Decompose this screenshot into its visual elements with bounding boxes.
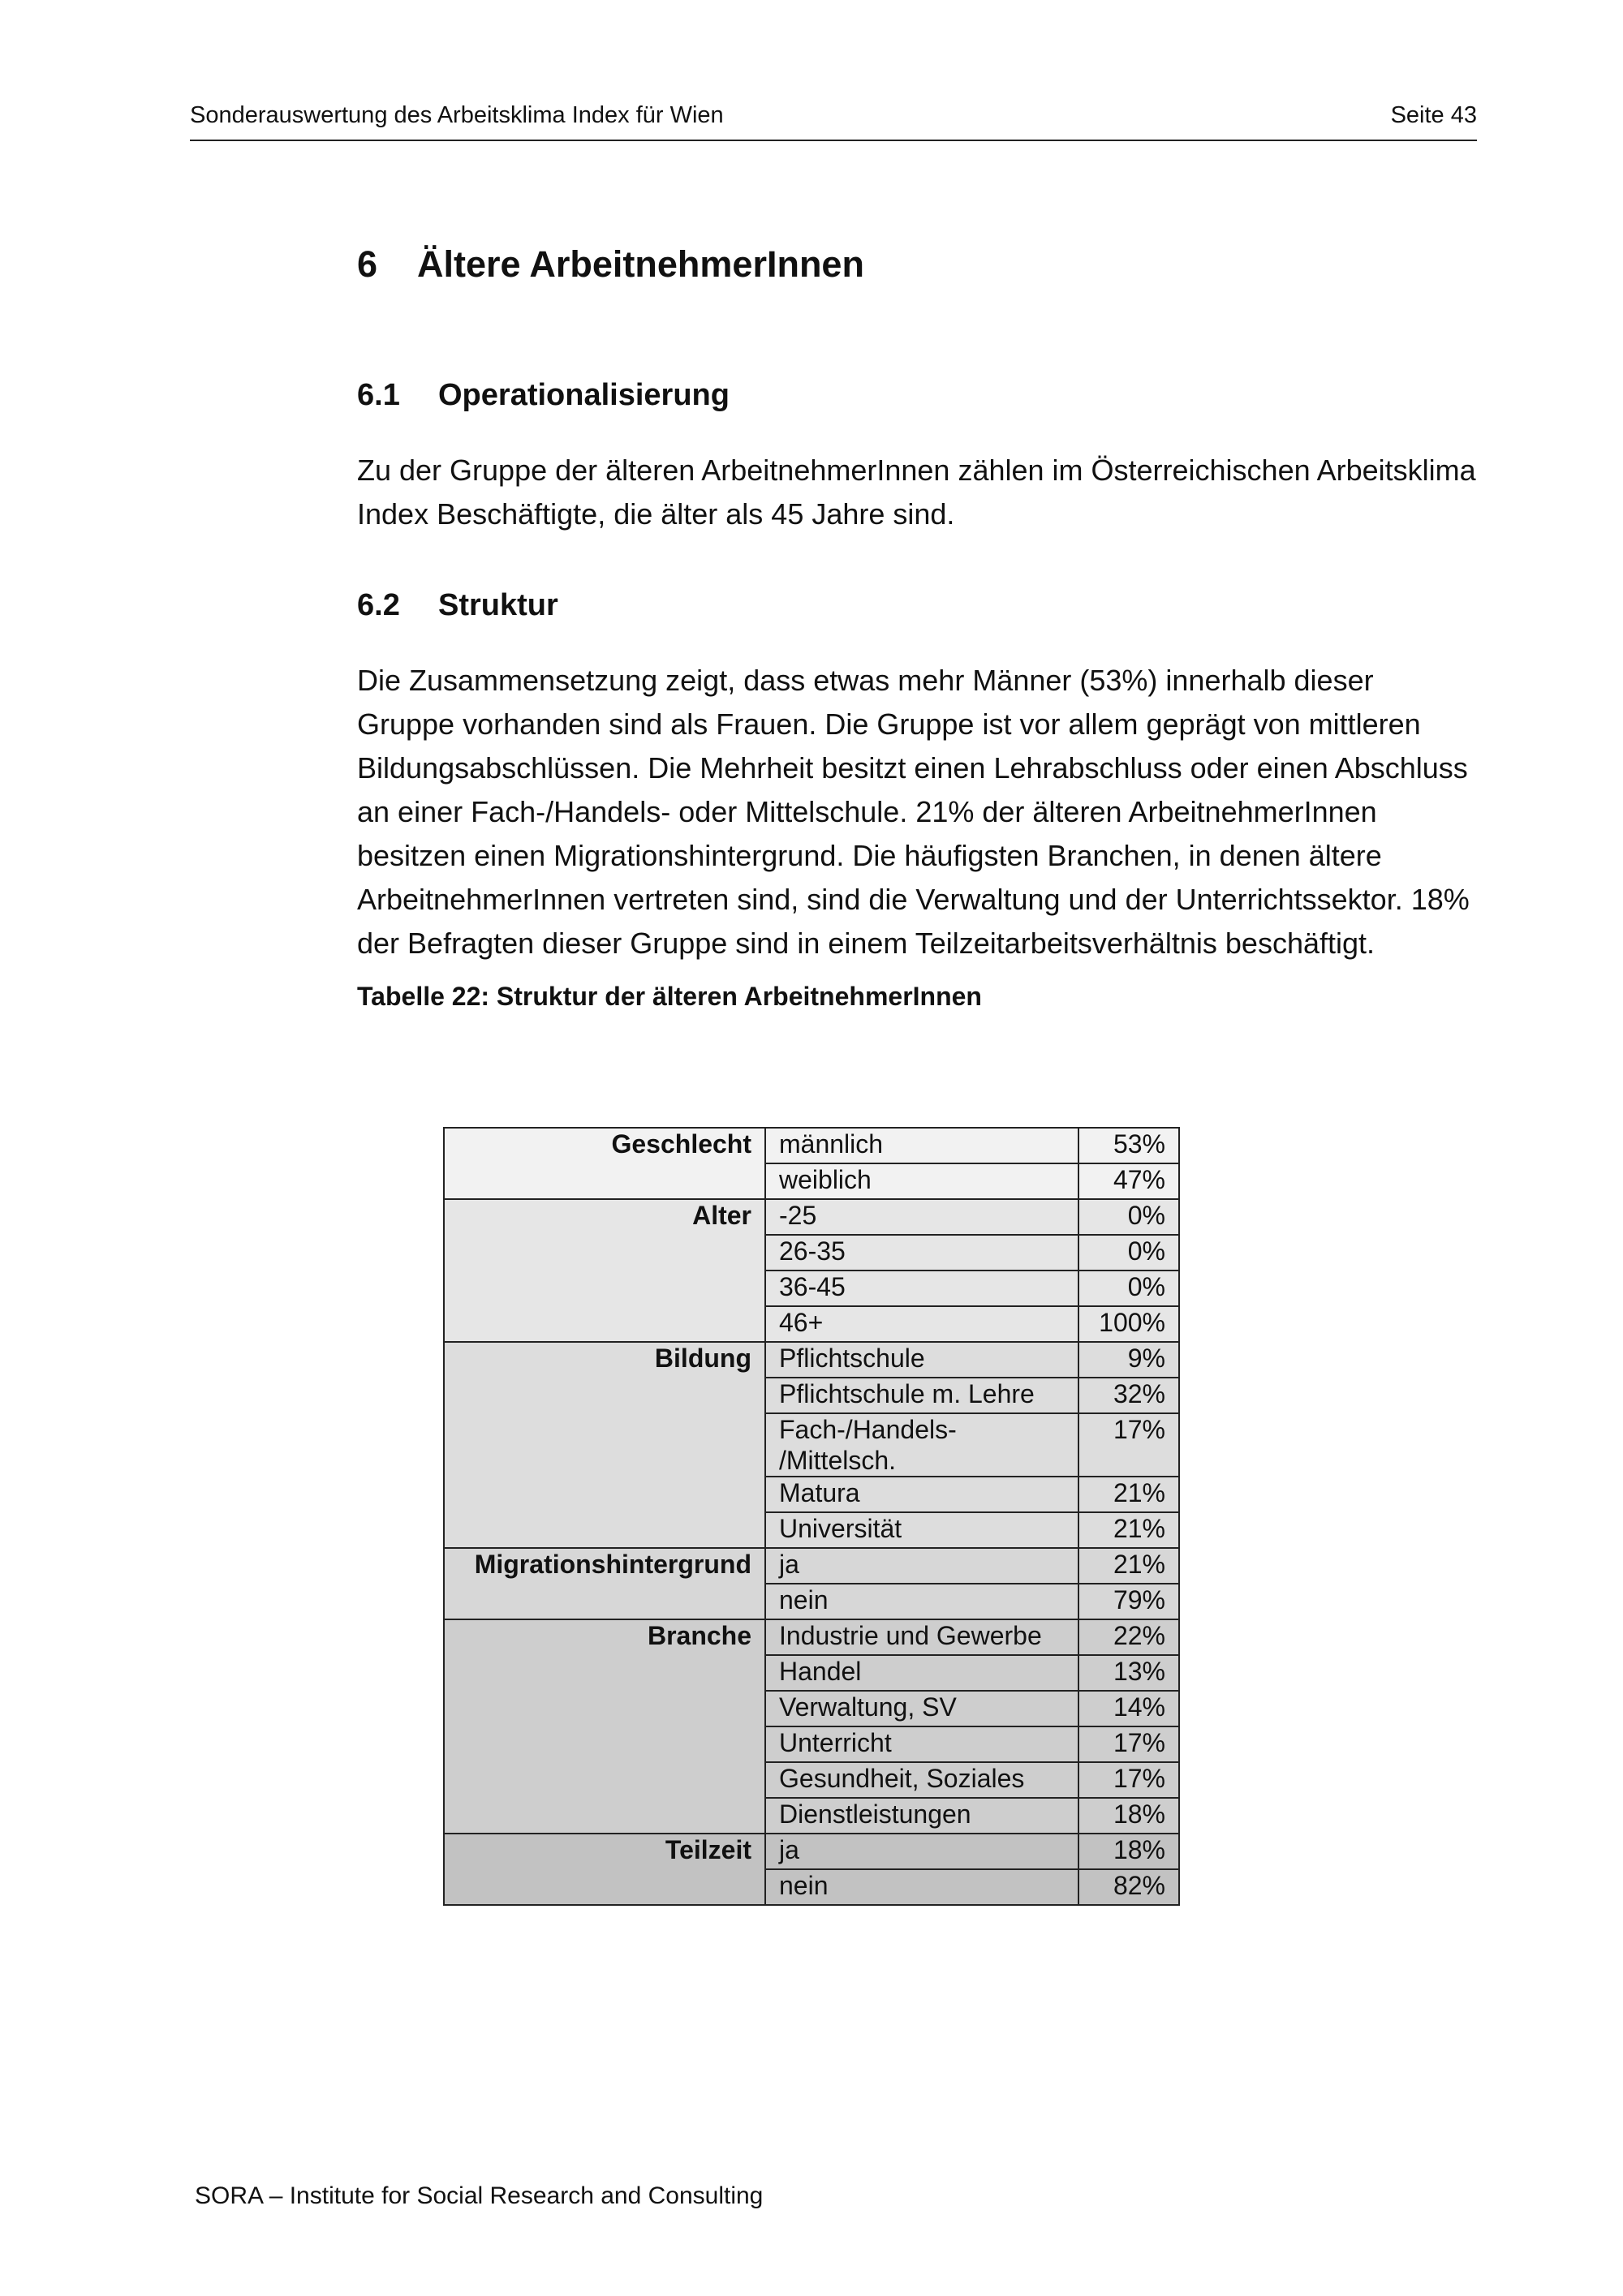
group-label: Alter — [444, 1199, 765, 1342]
section-heading-operationalisierung — [357, 378, 1477, 413]
page-number: Seite 43 — [1390, 102, 1477, 128]
table-row — [444, 1619, 1179, 1655]
category-cell: Handel — [765, 1655, 1078, 1691]
category-cell: 46+ — [765, 1306, 1078, 1342]
paragraph-struktur: Die Zusammensetzung zeigt, dass etwas mehr Männer (53%) innerhalb dieser Gruppe vorhanden sind als Frauen. Die Gruppe ist vor allem geprägt von mittleren Bildungsabschlüssen. Die Mehrheit besitzt einen Lehrabschluss oder einen Abschluss an einer Fach-/Handels- oder Mittelschule. 21% der älteren ArbeitnehmerInnen besitzen einen Migrationshintergrund. Die häufigsten Branchen, in denen ältere ArbeitnehmerInnen vertreten sind, sind die Verwaltung und der Unterrichtssektor. 18% der Befragten dieser Gruppe sind in einem Teilzeitarbeitsverhältnis beschäftigt. — [357, 664, 1470, 960]
value-cell: 32% — [1078, 1378, 1179, 1413]
main-content — [357, 243, 1477, 1012]
value-cell: 21% — [1078, 1477, 1179, 1512]
value-cell: 21% — [1078, 1548, 1179, 1584]
section-title: Struktur — [438, 588, 558, 622]
group-label: Branche — [444, 1619, 765, 1834]
chapter-title: Ältere ArbeitnehmerInnen — [417, 243, 864, 285]
table-caption: Tabelle 22: Struktur der älteren ArbeitnehmerInnen — [357, 982, 982, 1011]
category-cell: Matura — [765, 1477, 1078, 1512]
value-cell: 17% — [1078, 1413, 1179, 1477]
value-cell: 0% — [1078, 1271, 1179, 1306]
value-cell: 9% — [1078, 1342, 1179, 1378]
value-cell: 17% — [1078, 1726, 1179, 1762]
table-body — [444, 1128, 1179, 1905]
structure-table — [443, 1127, 1180, 1906]
value-cell: 22% — [1078, 1619, 1179, 1655]
value-cell: 0% — [1078, 1235, 1179, 1271]
section-number: 6.2 — [357, 588, 400, 622]
section-number: 6.1 — [357, 378, 400, 412]
table-row — [444, 1342, 1179, 1378]
category-cell: Dienstleistungen — [765, 1798, 1078, 1834]
category-cell: -25 — [765, 1199, 1078, 1235]
value-cell: 18% — [1078, 1834, 1179, 1869]
value-cell: 17% — [1078, 1762, 1179, 1798]
group-label: Geschlecht — [444, 1128, 765, 1199]
category-cell: nein — [765, 1869, 1078, 1905]
category-cell: Industrie und Gewerbe — [765, 1619, 1078, 1655]
category-cell: Unterricht — [765, 1726, 1078, 1762]
value-cell: 47% — [1078, 1163, 1179, 1199]
category-cell: Pflichtschule m. Lehre — [765, 1378, 1078, 1413]
category-cell: weiblich — [765, 1163, 1078, 1199]
category-cell: Verwaltung, SV — [765, 1691, 1078, 1726]
value-cell: 21% — [1078, 1512, 1179, 1548]
paragraph-operationalisierung: Zu der Gruppe der älteren ArbeitnehmerInnen zählen im Österreichischen Arbeitsklima Index Beschäftigte, die älter als 45 Jahre sind. — [357, 454, 1476, 531]
category-cell: nein — [765, 1584, 1078, 1619]
value-cell: 82% — [1078, 1869, 1179, 1905]
page-header — [190, 102, 1477, 141]
table-row — [444, 1834, 1179, 1869]
group-label: Bildung — [444, 1342, 765, 1548]
section-title: Operationalisierung — [438, 378, 730, 412]
category-cell: ja — [765, 1834, 1078, 1869]
category-cell: Gesundheit, Soziales — [765, 1762, 1078, 1798]
table-row — [444, 1548, 1179, 1584]
section-heading-struktur — [357, 588, 1477, 623]
category-cell: 36-45 — [765, 1271, 1078, 1306]
category-cell: ja — [765, 1548, 1078, 1584]
category-cell: Fach-/Handels- /Mittelsch. — [765, 1413, 1078, 1477]
value-cell: 100% — [1078, 1306, 1179, 1342]
table-row — [444, 1199, 1179, 1235]
category-cell: Universität — [765, 1512, 1078, 1548]
category-cell: männlich — [765, 1128, 1078, 1163]
table-row — [444, 1128, 1179, 1163]
group-label: Migrationshintergrund — [444, 1548, 765, 1619]
value-cell: 53% — [1078, 1128, 1179, 1163]
chapter-number: 6 — [357, 243, 378, 285]
group-label: Teilzeit — [444, 1834, 765, 1905]
category-cell: 26-35 — [765, 1235, 1078, 1271]
value-cell: 14% — [1078, 1691, 1179, 1726]
page-footer: SORA – Institute for Social Research and Consulting — [195, 2182, 764, 2209]
value-cell: 0% — [1078, 1199, 1179, 1235]
header-title: Sonderauswertung des Arbeitsklima Index für Wien — [190, 102, 724, 128]
chapter-heading — [357, 243, 1477, 286]
value-cell: 13% — [1078, 1655, 1179, 1691]
category-cell: Pflichtschule — [765, 1342, 1078, 1378]
value-cell: 18% — [1078, 1798, 1179, 1834]
value-cell: 79% — [1078, 1584, 1179, 1619]
